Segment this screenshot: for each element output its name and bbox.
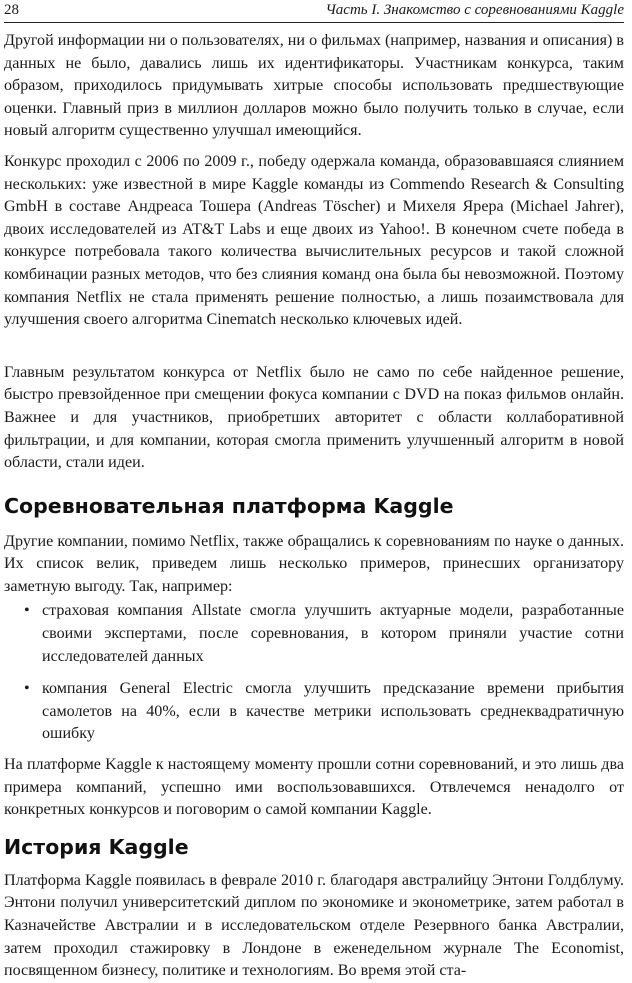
paragraph-2: Конкурс проходил с 2006 по 2009 г., победу одержала команда, образовавшаяся слиянием нескольких: уже известной в мире Kaggle команды из Commendo Research & Consulting GmbH в составе Андреаса Тошера (Andreas Töscher) и Михеля Ярера (Michael Jahrer), двоих исследователей из AT&T Labs и еще двоих из Yahoo!. В конечном счете победа в конкурсе потребовала такого количества вычислительных ресурсов и такой сложной комбинации разных методов, что без слияния команд она была бы невозможной. Поэтому компания Netflix не стала применять решение полностью, а лишь позаимствовала для улучшения своего алгоритма Cinematch несколько ключевых идей. <box>4 152 624 329</box>
section-heading-kaggle-platform: Соревновательная платформа Kaggle <box>4 493 454 518</box>
list-item <box>4 600 624 668</box>
paragraph-5: На платформе Kaggle к настоящему моменту прошли сотни соревнований, и это лишь два примера компаний, успешно ими воспользовавшихся. Отвлечемся ненадолго от конкретных конкурсов и поговорим о самой компании Kaggle. <box>4 756 624 819</box>
bullet-icon: • <box>24 602 30 620</box>
paragraph-6: Платформа Kaggle появилась в феврале 2010 г. благодаря австралийцу Энтони Голдблуму. Энтони получил университетский диплом по экономике и эконометрике, затем работал в Казначействе Австралии и в исследовательском отделе Резервного банка Австралии, затем проходил стажировку в Лондоне в еженедельном журнале The Economist, посвященном бизнесу, политике и технологиям. Во время этой ста- <box>4 871 624 980</box>
running-title: Часть I. Знакомство с соревнованиями Kaggle <box>325 2 624 18</box>
section-heading-kaggle-history: История Kaggle <box>4 834 189 859</box>
list-item-text: компания General Electric смогла улучшить предсказание времени прибытия самолетов на 40%, если в качестве метрики использовать среднеквадратичную ошибку <box>42 680 624 743</box>
list-item <box>4 678 624 746</box>
example-list <box>4 600 624 746</box>
running-header <box>4 0 624 23</box>
page-content <box>4 30 624 983</box>
paragraph-4: Другие компании, помимо Netflix, также обращались к соревнованиям по науке о данных. Их список велик, приведем лишь несколько примеров, принесших организатору заметную выгоду. Так, например: <box>4 532 624 595</box>
list-item-text: страховая компания Allstate смогла улучшить актуарные модели, разработанные своими экспертами, после соревнования, в котором приняли участие сотни исследователей данных <box>42 602 624 665</box>
page-number: 28 <box>4 2 19 18</box>
paragraph-3: Главным результатом конкурса от Netflix было не само по себе найденное решение, быстро превзойденное при смещении фокуса компании с DVD на показ фильмов онлайн. Важнее и для участников, приобретших авторитет с области коллаборативной фильтрации, и для компании, которая смогла применить улучшенный алгоритм в новой области, стали идеи. <box>4 363 624 472</box>
bullet-icon: • <box>24 680 30 698</box>
paragraph-1: Другой информации ни о пользователях, ни о фильмах (например, названия и описания) в данных не было, давались лишь их идентификаторы. Участникам конкурса, таким образом, приходилось придумывать хитрые способы использовать предшествующие оценки. Главный приз в миллион долларов можно было получить только в случае, если новый алгоритм существенно улучшал имеющийся. <box>4 32 624 140</box>
